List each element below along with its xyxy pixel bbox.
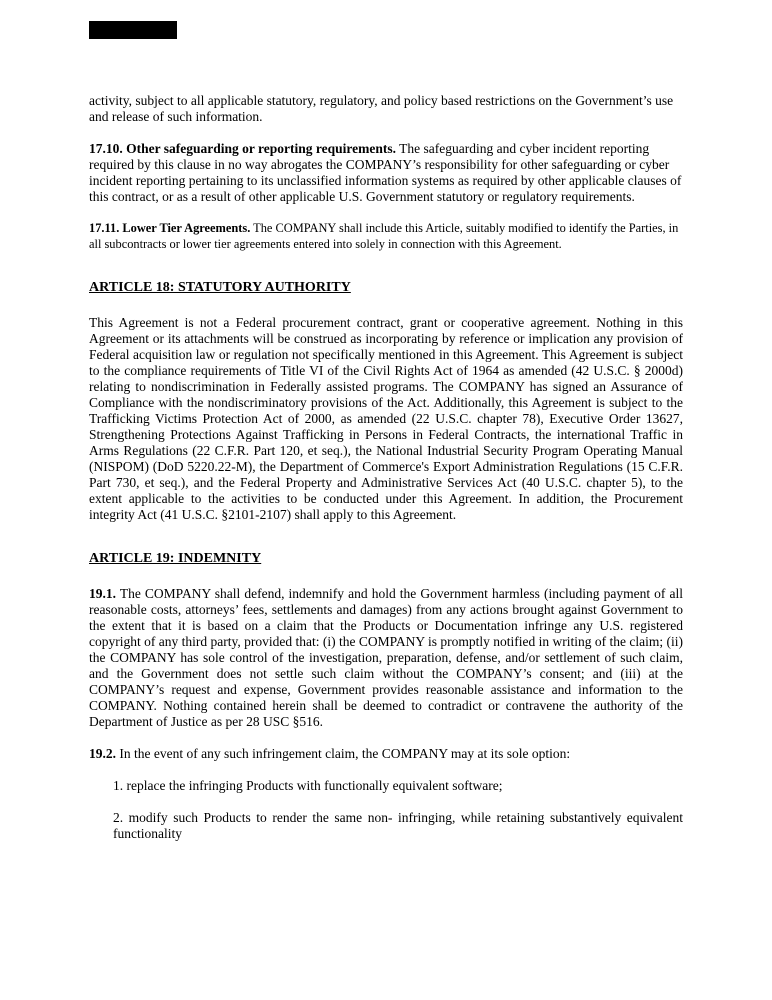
article-19-heading xyxy=(89,551,683,567)
document-content xyxy=(89,93,683,858)
clause-19-1 xyxy=(89,586,683,730)
article-19-heading-text: ARTICLE 19: INDEMNITY xyxy=(89,551,262,566)
clause-19-2-body: In the event of any such infringement claim, the COMPANY may at its sole option: xyxy=(116,746,571,761)
clause-17-10-lead: 17.10. Other safeguarding or reporting requirements. xyxy=(89,141,396,156)
clause-19-2-option-list xyxy=(89,778,683,842)
clause-19-2 xyxy=(89,746,683,762)
article-18-heading-text: ARTICLE 18: STATUTORY AUTHORITY xyxy=(89,280,351,295)
clause-19-1-body: The COMPANY shall defend, indemnify and hold the Government harmless (including payment of all reasonable costs, attorneys’ fees, settlements and damages) from any actions brought against Government to the extent that it is based on a claim that the Products or Documentation infringe any U.S. registered copyright of any third party, provided that: (i) the COMPANY is promptly notified in writing of the claim; (ii) the COMPANY has sole control of the investigation, preparation, defense, and/or settlement of such claim, and the Government does not settle such claim without the COMPANY’s consent; and (iii) at the COMPANY’s request and expense, Government provides reasonable assistance and information to the COMPANY. Nothing contained herein shall be deemed to contradict or contravene the authority of the Department of Justice as per 28 USC §516. xyxy=(89,586,683,729)
clause-17-11-lead: 17.11. Lower Tier Agreements. xyxy=(89,221,251,235)
clause-19-1-lead: 19.1. xyxy=(89,586,116,601)
clause-17-11-body: The COMPANY shall include this Article, suitably modified to identify the Parties, in all subcontracts or lower tier agreements entered into solely in connection with this Agreement. xyxy=(89,221,679,251)
clause-19-2-option-1: 1. replace the infringing Products with functionally equivalent software; xyxy=(113,778,503,793)
clause-17-11 xyxy=(89,221,683,252)
clause-17-10-body: The safeguarding and cyber incident reporting required by this clause in no way abrogates the COMPANY’s responsibility for other safeguarding or cyber incident reporting pertaining to its unclassified information systems as required by other applicable clauses of this contract, or as a result of other applicable U.S. Government statutory or regulatory requirements. xyxy=(89,141,682,204)
redaction-bar xyxy=(89,21,177,39)
article-18-heading xyxy=(89,280,683,296)
clause-17-10 xyxy=(89,141,683,205)
clause-19-2-lead: 19.2. xyxy=(89,746,116,761)
clause-19-2-option-2: 2. modify such Products to render the same non- infringing, while retaining substantively equivalent functionality xyxy=(113,810,683,841)
intro-paragraph: activity, subject to all applicable statutory, regulatory, and policy based restrictions on the Government’s use and release of such information. xyxy=(89,93,674,124)
article-18-paragraph: This Agreement is not a Federal procurement contract, grant or cooperative agreement. Nothing in this Agreement or its attachments will be construed as incorporating by reference or implication any provision of Federal acquisition law or regulation not specifically mentioned in this Agreement. This Agreement is subject to the compliance requirements of Title VI of the Civil Rights Act of 1964 as amended (42 U.S.C. § 2000d) relating to nondiscrimination in Federally assisted programs. The COMPANY has signed an Assurance of Compliance with the nondiscriminatory provisions of the Act. Additionally, this Agreement is subject to the Trafficking Victims Protection Act of 2000, as amended (22 U.S.C. chapter 78), Executive Order 13627, Strengthening Protections Against Trafficking in Persons in Federal Contracts, the international Traffic in Arms Regulations (22 C.F.R. Part 120, et seq.), the National Industrial Security Program Operating Manual (NISPOM) (DoD 5220.22-M), the Department of Commerce's Export Administration Regulations (15 C.F.R. Part 730, et seq.), and the Federal Property and Administrative Services Act (40 U.S.C. chapter 5), to the extent applicable to the activities to be conducted under this Agreement. In addition, the Procurement integrity Act (41 U.S.C. §2101-2107) shall apply to this Agreement. xyxy=(89,315,683,522)
